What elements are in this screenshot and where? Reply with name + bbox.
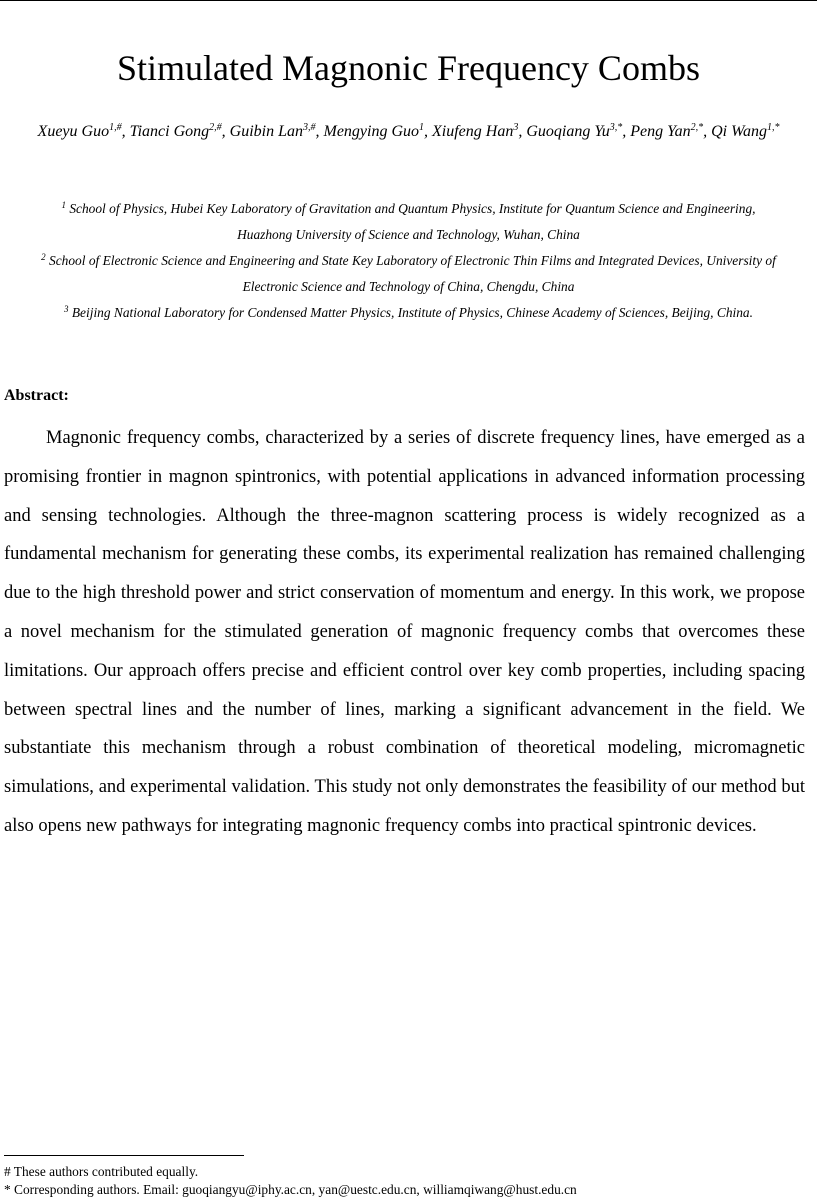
author-name: Peng Yan (630, 123, 691, 140)
author-separator: , (315, 123, 324, 140)
footnote-divider (4, 1155, 244, 1156)
author-name: Guibin Lan (229, 123, 303, 140)
author-name: Guoqiang Yu (526, 123, 610, 140)
author-separator: , (121, 123, 130, 140)
author-affiliation-mark: 3,* (609, 122, 623, 133)
affiliation-number: 2 (41, 252, 46, 262)
author-affiliation-mark: 3 (513, 122, 519, 133)
author-name: Mengying Guo (323, 123, 420, 140)
abstract-heading: Abstract: (4, 387, 69, 404)
footnotes (4, 1163, 804, 1199)
affiliation-list (40, 196, 777, 326)
author-name: Xueyu Guo (37, 123, 110, 140)
affiliation-item (40, 248, 777, 300)
author-separator: , (221, 123, 230, 140)
affiliation-item (40, 300, 777, 326)
abstract-body: Magnonic frequency combs, characterized by a series of discrete frequency lines, have emerged as a promising frontier in magnon spintronics, with potential applications in advanced information processing and sensing technologies. Although the three-magnon scattering process is widely recognized as a fundamental mechanism for generating these combs, its experimental realization has remained challenging due to the high threshold power and strict conservation of momentum and energy. In this work, we propose a novel mechanism for the stimulated generation of magnonic frequency combs that overcomes these limitations. Our approach offers precise and efficient control over key comb properties, including spacing between spectral lines and the number of lines, marking a significant advancement in the field. We substantiate this mechanism through a robust combination of theoretical modeling, micromagnetic simulations, and experimental validation. This study not only demonstrates the feasibility of our method but also opens new pathways for integrating magnonic frequency combs into practical spintronic devices. (4, 428, 805, 836)
author-affiliation-mark: 3,# (302, 122, 316, 133)
author-separator: , (518, 123, 527, 140)
author-name: Qi Wang (711, 123, 767, 140)
affiliation-text: Beijing National Laboratory for Condensed Matter Physics, Institute of Physics, Chinese Academy of Sciences, Beijing, China. (71, 305, 753, 320)
footnote-equal-contribution: # These authors contributed equally. (4, 1164, 199, 1179)
affiliation-text: School of Electronic Science and Engineering and State Key Laboratory of Electronic Thin Films and Integrated Devices, University of Electronic Science and Technology of China, Chengdu, China (49, 253, 776, 294)
author-list (20, 118, 797, 145)
affiliation-number: 3 (64, 304, 69, 314)
footnote-corresponding-authors: * Corresponding authors. Email: guoqiangyu@iphy.ac.cn, yan@uestc.edu.cn, williamqiwang@hust.edu.cn (4, 1182, 577, 1197)
author-name: Xiufeng Han (432, 123, 514, 140)
page-top-border (0, 0, 817, 1)
paper-title: Stimulated Magnonic Frequency Combs (117, 48, 700, 88)
author-separator: , (424, 123, 433, 140)
author-affiliation-mark: 2,# (209, 122, 222, 133)
author-separator: , (703, 123, 712, 140)
author-affiliation-mark: 1,# (109, 122, 122, 133)
affiliation-text: School of Physics, Hubei Key Laboratory of Gravitation and Quantum Physics, Institute for Quantum Science and Engineering, Huazhong University of Science and Technology, Wuhan, China (69, 201, 756, 242)
affiliation-number: 1 (61, 200, 66, 210)
author-name: Tianci Gong (129, 123, 210, 140)
author-affiliation-mark: 2,* (690, 122, 704, 133)
affiliation-item (40, 196, 777, 248)
author-affiliation-mark: 1 (419, 122, 425, 133)
author-affiliation-mark: 1,* (766, 122, 780, 133)
author-separator: , (622, 123, 631, 140)
